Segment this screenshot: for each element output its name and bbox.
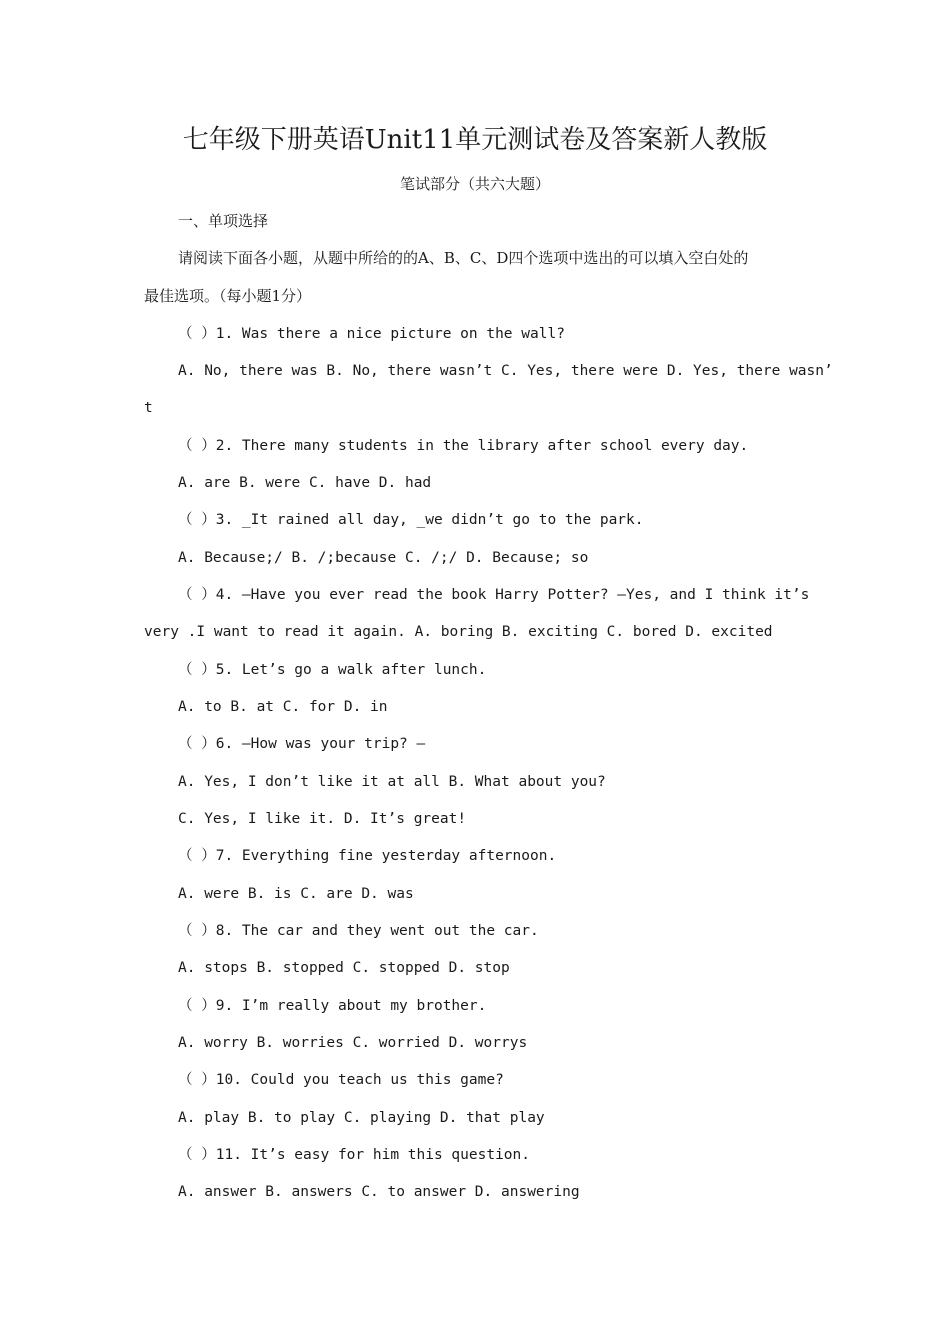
- page-title: 七年级下册英语Unit11单元测试卷及答案新人教版: [182, 125, 768, 155]
- question-line: （ ）7. Everything fine yesterday afternoon.: [178, 848, 557, 864]
- answer-options-line: A. were B. is C. are D. was: [178, 886, 414, 902]
- answer-options-line: t: [144, 400, 153, 416]
- answer-options-line: A. worry B. worries C. worried D. worrys: [178, 1035, 528, 1051]
- question-line: （ ）5. Let’s go a walk after lunch.: [178, 662, 487, 678]
- answer-options-line: A. to B. at C. for D. in: [178, 699, 388, 715]
- question-line: （ ）6. —How was your trip? —: [178, 736, 426, 752]
- question-line: （ ）1. Was there a nice picture on the wall?: [178, 326, 565, 342]
- question-line: （ ）2. There many students in the library after school every day.: [178, 438, 749, 454]
- instructions-text: 请阅读下面各小题，从题中所给的的A、B、C、D四个选项中选出的可以填入空白处的: [178, 249, 749, 267]
- section-heading: 一、单项选择: [178, 212, 269, 230]
- instructions-text: 最佳选项。（每小题1分）: [144, 287, 312, 305]
- answer-options-line: A. Yes, I don’t like it at all B. What about you?: [178, 774, 606, 790]
- answer-options-line: A. No, there was B. No, there wasn’t C. Yes, there were D. Yes, there wasn’: [178, 363, 833, 379]
- question-line: （ ）11. It’s easy for him this question.: [178, 1147, 531, 1163]
- question-line: （ ）9. I’m really about my brother.: [178, 998, 487, 1014]
- question-line: （ ）10. Could you teach us this game?: [178, 1072, 504, 1088]
- question-line: very .I want to read it again. A. boring B. exciting C. bored D. excited: [144, 624, 773, 640]
- page-subtitle: 笔试部分（共六大题）: [399, 175, 550, 193]
- question-line: （ ）4. —Have you ever read the book Harry Potter? —Yes, and I think it’s: [178, 587, 810, 603]
- answer-options-line: A. play B. to play C. playing D. that play: [178, 1110, 545, 1126]
- answer-options-line: A. answer B. answers C. to answer D. answering: [178, 1184, 580, 1200]
- answer-options-line: C. Yes, I like it. D. It’s great!: [178, 811, 467, 827]
- question-line: （ ）8. The car and they went out the car.: [178, 923, 539, 939]
- question-line: （ ）3. _It rained all day, _we didn’t go to the park.: [178, 512, 644, 528]
- answer-options-line: A. stops B. stopped C. stopped D. stop: [178, 960, 510, 976]
- answer-options-line: A. are B. were C. have D. had: [178, 475, 432, 491]
- answer-options-line: A. Because;/ B. /;because C. /;/ D. Because; so: [178, 550, 589, 566]
